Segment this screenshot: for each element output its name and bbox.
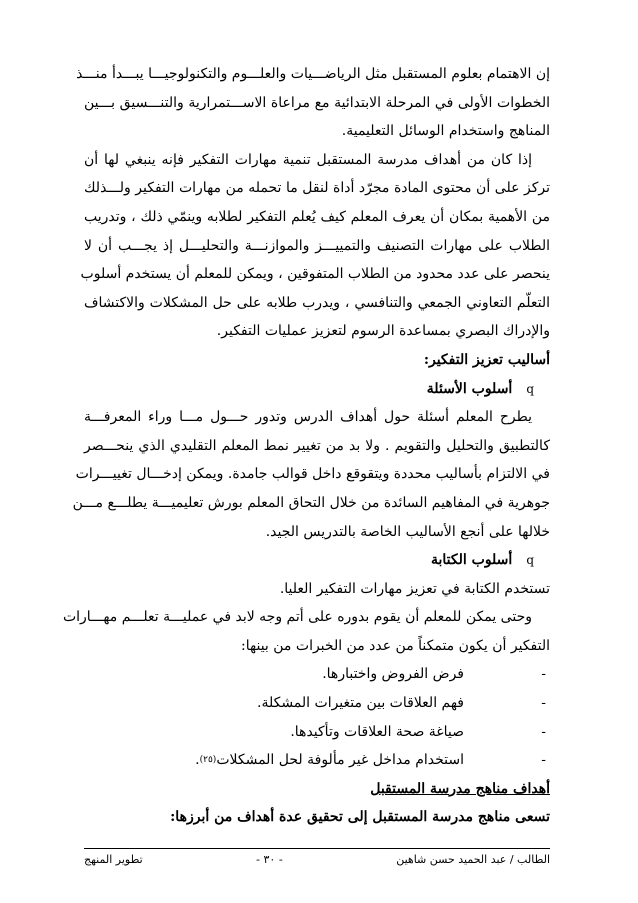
text-line: والإدراك البصري بمساعدة الرسوم لتعزيز عمليات التفكير. xyxy=(216,323,550,340)
list-item-period: . xyxy=(195,752,200,769)
list-item-text: فرض الفروض واختبارها. xyxy=(322,666,464,683)
dash-bullet: - xyxy=(541,695,546,712)
section-heading-methods: أساليب تعزيز التفكير: xyxy=(423,351,550,368)
text-line: من الأهمية بمكان أن يعرف المعلم كيف يُعلم التفكير لطلابه وينمّي ذلك ، وتدريب xyxy=(84,208,550,225)
text-line: ينحصر على عدد محدود من الطلاب المتفوقين ، ويمكن للمعلم أن يستخدم أسلوب xyxy=(80,266,550,283)
paragraph-thinking-goals xyxy=(80,146,550,346)
list-item xyxy=(84,718,550,747)
list-item-text: فهم العلاقات بين متغيرات المشكلة. xyxy=(257,695,464,712)
list-item xyxy=(84,746,550,775)
text-line: المناهج واستخدام الوسائل التعليمية. xyxy=(341,123,550,140)
text-line: جوهرية في المفاهيم السائدة من خلال التحاق المعلم بورش تعليميـــة يطلـــع مـــن xyxy=(72,494,550,511)
text-line: الطلاب على مهارات التصنيف والتمييـــز والموازنـــة والتحليـــل إذ يجـــب أن لا xyxy=(84,237,550,254)
text-line: خلالها على أنجع الأساليب الخاصة بالتدريس الجيد. xyxy=(265,523,550,540)
text-line: تركز على أن محتوى المادة مجرّد أداة لنقل ما تحمله من مهارات التفكير ولـــذلك xyxy=(84,180,550,197)
subheading-questions xyxy=(84,375,550,404)
footnote-reference: (٢٥) xyxy=(199,755,217,766)
dash-bullet: - xyxy=(541,723,546,740)
dash-bullet: - xyxy=(541,752,546,769)
paragraph-writing-intro: تستخدم الكتابة في تعزيز مهارات التفكير العليا. xyxy=(279,580,550,597)
text-line: كالتطبيق والتحليل والتقويم . ولا بد من تغيير نمط المعلم التقليدي الذي ينحـــصر xyxy=(84,437,550,454)
text-line: وحتى يمكن للمعلم أن يقوم بدوره على أتم وجه لابد في عمليـــة تعلـــم مهـــارات xyxy=(62,609,532,626)
list-item xyxy=(84,660,550,689)
paragraph-questions xyxy=(72,403,550,546)
page-footer xyxy=(84,848,550,866)
list-item-text: صياغة صحة العلاقات وتأكيدها. xyxy=(290,723,464,740)
bullet-icon: q xyxy=(526,553,534,568)
subheading-label: أسلوب الأسئلة xyxy=(426,380,513,397)
text-line: الخطوات الأولى في المرحلة الابتدائية مع مراعاة الاســـتمرارية والتنـــسيق بـــين xyxy=(84,94,550,111)
section-heading-goals: أهداف مناهج مدرسة المستقبل xyxy=(370,780,550,797)
list-item-text: استخدام مداخل غير مألوفة لحل المشكلات xyxy=(216,752,464,769)
text-line: إن الاهتمام بعلوم المستقبل مثل الرياضـــيات والعلـــوم والتكنولوجيـــا يبـــدأ منـــذ xyxy=(76,66,550,82)
text-line: التفكير أن يكون متمكناً من عدد من الخبرات من بينها: xyxy=(241,637,550,654)
bullet-icon: q xyxy=(526,381,534,396)
footer-title: تطوير المنهج xyxy=(84,853,143,866)
text-line: يطرح المعلم أسئلة حول أهداف الدرس وتدور حـــول مـــا وراء المعرفـــة xyxy=(84,409,532,426)
paragraph-intro xyxy=(76,60,550,146)
list-item xyxy=(84,689,550,718)
subheading-writing xyxy=(84,546,550,575)
goals-intro: تسعى مناهج مدرسة المستقبل إلى تحقيق عدة أهداف من أبرزها: xyxy=(170,809,550,826)
paragraph-writing-skills xyxy=(62,603,550,660)
text-line: في الالتزام بأساليب محددة ويتقوقع داخل قوالب جامدة. ويمكن إدخـــال تغييـــرات xyxy=(75,466,550,483)
text-line: إذا كان من أهداف مدرسة المستقبل تنمية مهارات التفكير فإنه ينبغي لها أن xyxy=(84,151,532,168)
footer-author: الطالب / عبد الحميد حسن شاهين xyxy=(396,853,550,866)
text-line: التعلّم التعاوني الجمعي والتنافسي ، ويدرب طلابه على حل المشكلات والاكتشاف xyxy=(84,294,550,311)
dash-bullet: - xyxy=(541,666,546,683)
page-number: - ٣٠ - xyxy=(256,853,283,866)
subheading-label: أسلوب الكتابة xyxy=(430,552,513,569)
skills-list xyxy=(84,660,550,774)
